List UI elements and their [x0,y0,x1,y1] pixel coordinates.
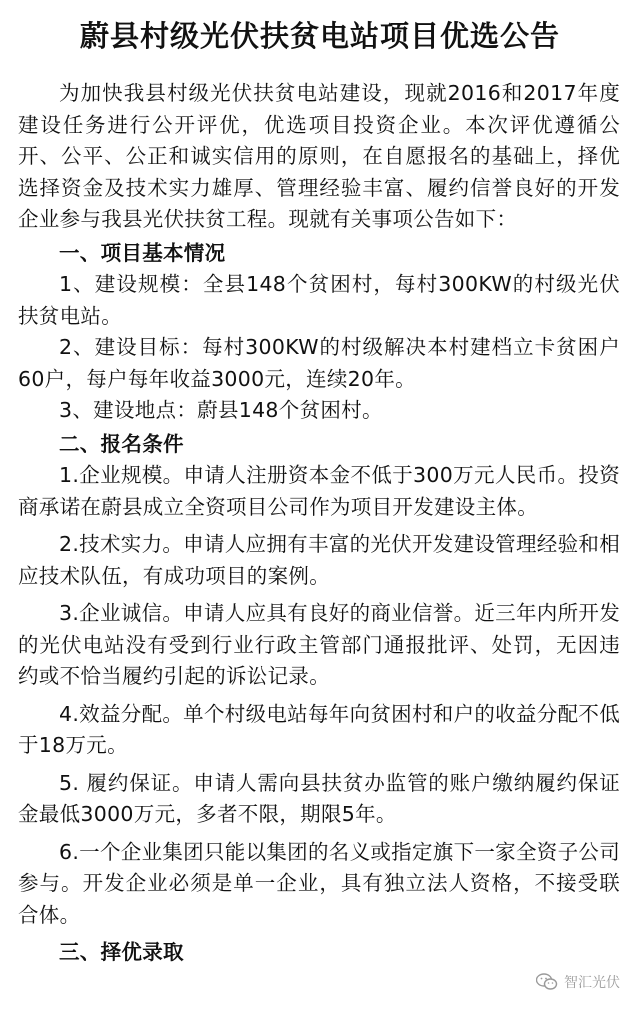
wechat-icon [536,973,558,991]
project-item-scale: 1、建设规模：全县148个贫困村，每村300KW的村级光伏扶贫电站。 [18,272,620,328]
condition-item-group: 6.一个企业集团只能以集团的名义或指定旗下一家全资子公司参与。开发企业必须是单一企业，具有独立法人资格，不接受联合体。 [18,839,620,927]
condition-item-guarantee: 5. 履约保证。申请人需向县扶贫办监管的账户缴纳履约保证金最低3000万元，多者不限，期限5年。 [18,770,620,826]
section-heading-project-info: 一、项目基本情况 [59,240,226,265]
watermark-text: 智汇光伏 [564,975,620,991]
condition-item-benefit: 4.效益分配。单个村级电站每年向贫困村和户的收益分配不低于18万元。 [18,701,620,757]
condition-item-scale: 1.企业规模。申请人注册资本金不低于300万元人民币。投资商承诺在蔚县成立全资项目公司作为项目开发建设主体。 [18,463,620,519]
announcement-body [18,78,620,969]
condition-item-credit: 3.企业诚信。申请人应具有良好的商业信誉。近三年内所开发的光伏电站没有受到行业行政主管部门通报批评、处罚，无因违约或不恰当履约引起的诉讼记录。 [18,601,620,688]
section-heading-conditions: 二、报名条件 [59,431,184,456]
page-title: 蔚县村级光伏扶贫电站项目优选公告 [79,19,560,53]
condition-item-tech: 2.技术实力。申请人应拥有丰富的光伏开发建设管理经验和相应技术队伍，有成功项目的案例。 [18,532,620,588]
watermark [536,972,620,992]
project-item-location: 3、建设地点：蔚县148个贫困村。 [59,398,383,422]
project-item-goal: 2、建设目标：每村300KW的村级解决本村建档立卡贫困户60户，每户每年收益3000元，连续20年。 [18,335,620,391]
section-heading-selection: 三、择优录取 [59,940,184,964]
intro-paragraph: 为加快我县村级光伏扶贫电站建设，现就2016和2017年度建设任务进行公开评优，优选项目投资企业。本次评优遵循公开、公平、公正和诚实信用的原则，在自愿报名的基础上，择优选择资金及技术实力雄厚、管理经验丰富、履约信誉良好的开发企业参与我县光伏扶贫工程。现就有关事项公告如下： [18,81,620,231]
